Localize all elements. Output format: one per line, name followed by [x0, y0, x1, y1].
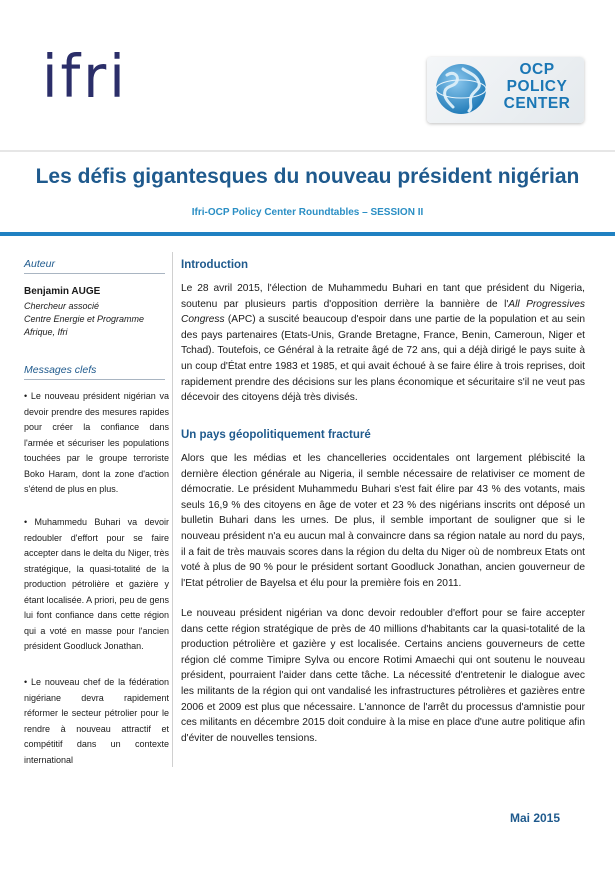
paragraph-2: Alors que les médias et les chancelleries occidentales ont largement plébiscité la dernière élection générale au Nigeria, il semble nécessaire de relativiser ce moment de démocratie. Le président Muhammedu Buhari s'est fait élire par 43 % des votants, mais seuls 16,9 % des citoyens en âge de voter et 23 % des nigérians inscrits ont déposé un bulletin Buhari dans les urnes. De plus, il semble important de souligner que si le nouveau président n'a eu aucun mal à convaincre dans sa région natale au nord du pays, il a fait de très mauvais scores dans la région du delta du Niger où de nombreux Etats ont voté à plus de 90 % pour le président sortant Goodluck Jonathan, ancien gouverneur de l'Etat pétrolier de Bayelsa et élu pour la première fois en 2011.: [181, 453, 585, 589]
ocp-logo-line-3: CENTER: [503, 95, 571, 112]
ocp-policy-center-logo: [427, 57, 584, 123]
section-heading: Un pays géopolitiquement fracturé: [181, 429, 371, 441]
publication-date: Mai 2015: [510, 811, 561, 825]
ocp-logo-line-1: OCP: [519, 61, 555, 78]
column-divider: [172, 252, 173, 767]
title-divider: [0, 232, 615, 236]
document-title: Les défis gigantesques du nouveau président nigérian: [35, 165, 580, 188]
key-message-2: • Muhammedu Buhari va devoir redoubler d'effort pour se faire accepter dans le delta du Niger, très stratégique, la quasi-totalité de la production pétrolière et gazière y étant localisée. A priori, peu de gens lui font confiance dans cette région qui a voté en masse pour l'ancien président Goodluck Jonathan.: [24, 517, 169, 651]
messages-heading: Messages clefs: [24, 364, 165, 380]
key-message-3: • Le nouveau chef de la fédération nigériane devra rapidement réformer le secteur pétrolier pour le rendre à nouveau attractif et compétitif dans un contexte international: [24, 677, 169, 765]
key-message-1: • Le nouveau président nigérian va devoir prendre des mesures rapides pour créer la confiance dans l'armée et sécuriser les populations touchées par le groupe terroriste Boko Haram, dont la zone d'action s'étend de plus en plus.: [24, 391, 169, 494]
party-name: All Progressives Congress: [181, 298, 585, 326]
intro-paragraph-text: Le 28 avril 2015, l'élection de Muhammedu Buhari en tant que président du Nigeria, soutenu par plusieurs partis d'opposition derrière la bannière de l'All Progressives Congress (APC) a suscité beaucoup d'espoir dans une partie de la population et au sein des pays partenaires (Etats-Unis, Grande Bretagne, France, Benin, Cameroun, Niger et Tchad). Toutefois, ce Général à la retraite âgé de 72 ans, qui a déjà dirigé le pays suite à un coup d'État entre 1983 et 1985, et qui avait échoué à se faire élire à trois reprises, doit rapidement prendre des décisions sur les plans économique et sécuritaire s'il ne veut pas décevoir des citoyens déjà très divisés.: [181, 283, 585, 404]
document-subtitle: Ifri-OCP Policy Center Roundtables – SESSION II: [191, 207, 424, 218]
header-divider: [0, 150, 615, 152]
ifri-logo: ifri: [42, 43, 128, 112]
ocp-logo-line-2: POLICY: [506, 78, 568, 95]
intro-paragraph: [181, 281, 585, 406]
author-role: Chercheur associé Centre Energie et Programme Afrique, Ifri: [24, 301, 145, 337]
intro-heading: Introduction: [181, 259, 249, 271]
paragraph-3: Le nouveau président nigérian va donc devoir redoubler d'effort pour se faire accepter dans cette région stratégique de près de 40 millions d'habitants car la quasi-totalité de la production pétrolière et gazière y est localisée. Certains anciens gouverneurs de cette région clé comme Timipre Sylva ou encore Rotimi Amaechi qui ont soutenu le nouveau président, pourraient l'aider dans cette tâche. La nécessité d'entretenir le dialogue avec les militants de la région qui ont vandalisé les infrastructures pétrolières et gazières entre 2006 et 2009 est plus que nécessaire. L'annonce de l'arrêt du processus d'amnistie pour ces militants en décembre 2015 doit conduire à la mise en place d'une autre politique afin d'éviter de nouvelles tensions.: [181, 608, 585, 744]
globe-icon: [433, 61, 489, 117]
author-heading: Auteur: [24, 258, 165, 274]
ocp-logo-text: [491, 61, 583, 112]
author-name: Benjamin AUGE: [24, 286, 101, 297]
